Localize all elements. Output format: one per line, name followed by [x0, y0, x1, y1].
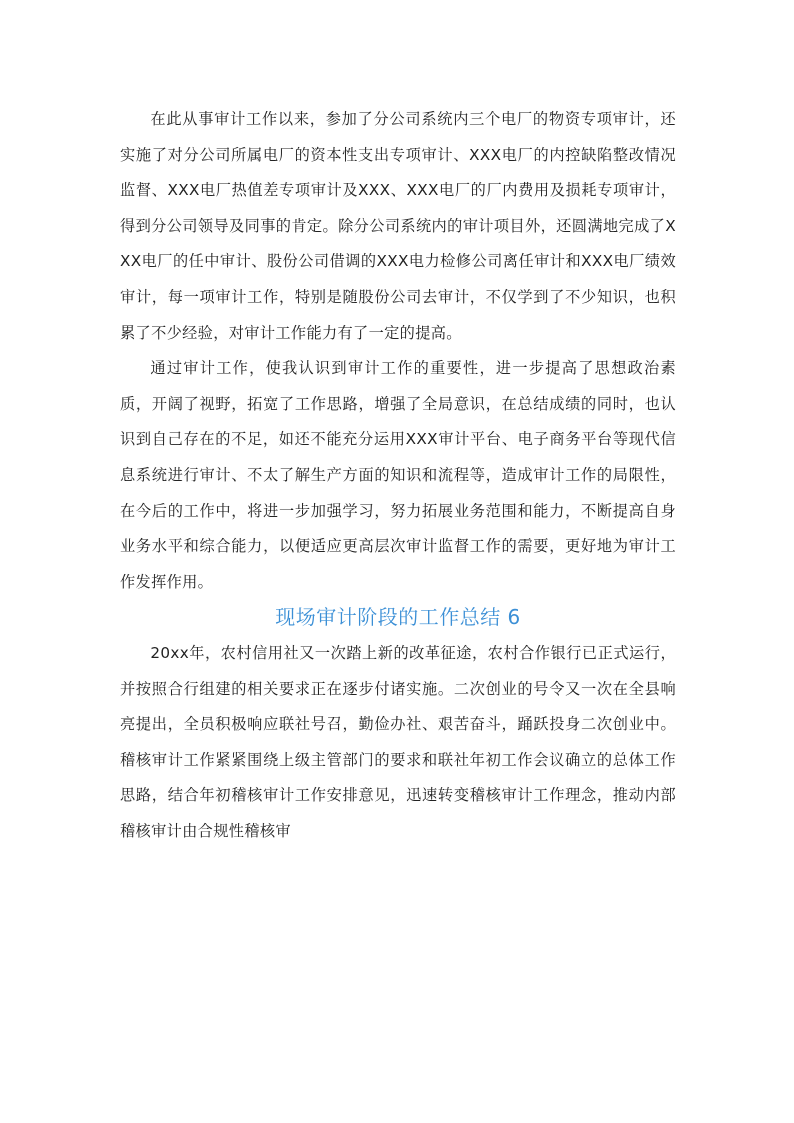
document-page: [120, 102, 676, 849]
section-heading: 现场审计阶段的工作总结 6: [275, 605, 521, 630]
body-paragraph: 在此从事审计工作以来，参加了分公司系统内三个电厂的物资专项审计，还实施了对分公司所属电厂的资本性支出专项审计、XXX电厂的内控缺陷整改情况监督、XXX电厂热值差专项审计及XXX、XXX电厂的厂内费用及损耗专项审计，得到分公司领导及同事的肯定。除分公司系统内的审计项目外，还圆满地完成了XXX电厂的任中审计、股份公司借调的XXX电力检修公司离任审计和XXX电厂绩效审计，每一项审计工作，特别是随股份公司去审计，不仅学到了不少知识，也积累了不少经验，对审计工作能力有了一定的提高。: [120, 110, 676, 342]
body-paragraph: 20xx年，农村信用社又一次踏上新的改革征途，农村合作银行已正式运行，并按照合行组建的相关要求正在逐步付诸实施。二次创业的号令又一次在全县响亮提出，全员积极响应联社号召，勤俭办社、艰苦奋斗，踊跃投身二次创业中。稽核审计工作紧紧围绕上级主管部门的要求和联社年初工作会议确立的总体工作思路，结合年初稽核审计工作安排意见，迅速转变稽核审计工作理念，推动内部稽核审计由合规性稽核审: [120, 643, 676, 840]
body-paragraph: 通过审计工作，使我认识到审计工作的重要性，进一步提高了思想政治素质，开阔了视野，拓宽了工作思路，增强了全局意识，在总结成绩的同时，也认识到自己存在的不足，如还不能充分运用XXX审计平台、电子商务平台等现代信息系统进行审计、不太了解生产方面的知识和流程等，造成审计工作的局限性，在今后的工作中，将进一步加强学习，努力拓展业务范围和能力，不断提高自身业务水平和综合能力，以便适应更高层次审计监督工作的需要，更好地为审计工作发挥作用。: [120, 359, 676, 591]
